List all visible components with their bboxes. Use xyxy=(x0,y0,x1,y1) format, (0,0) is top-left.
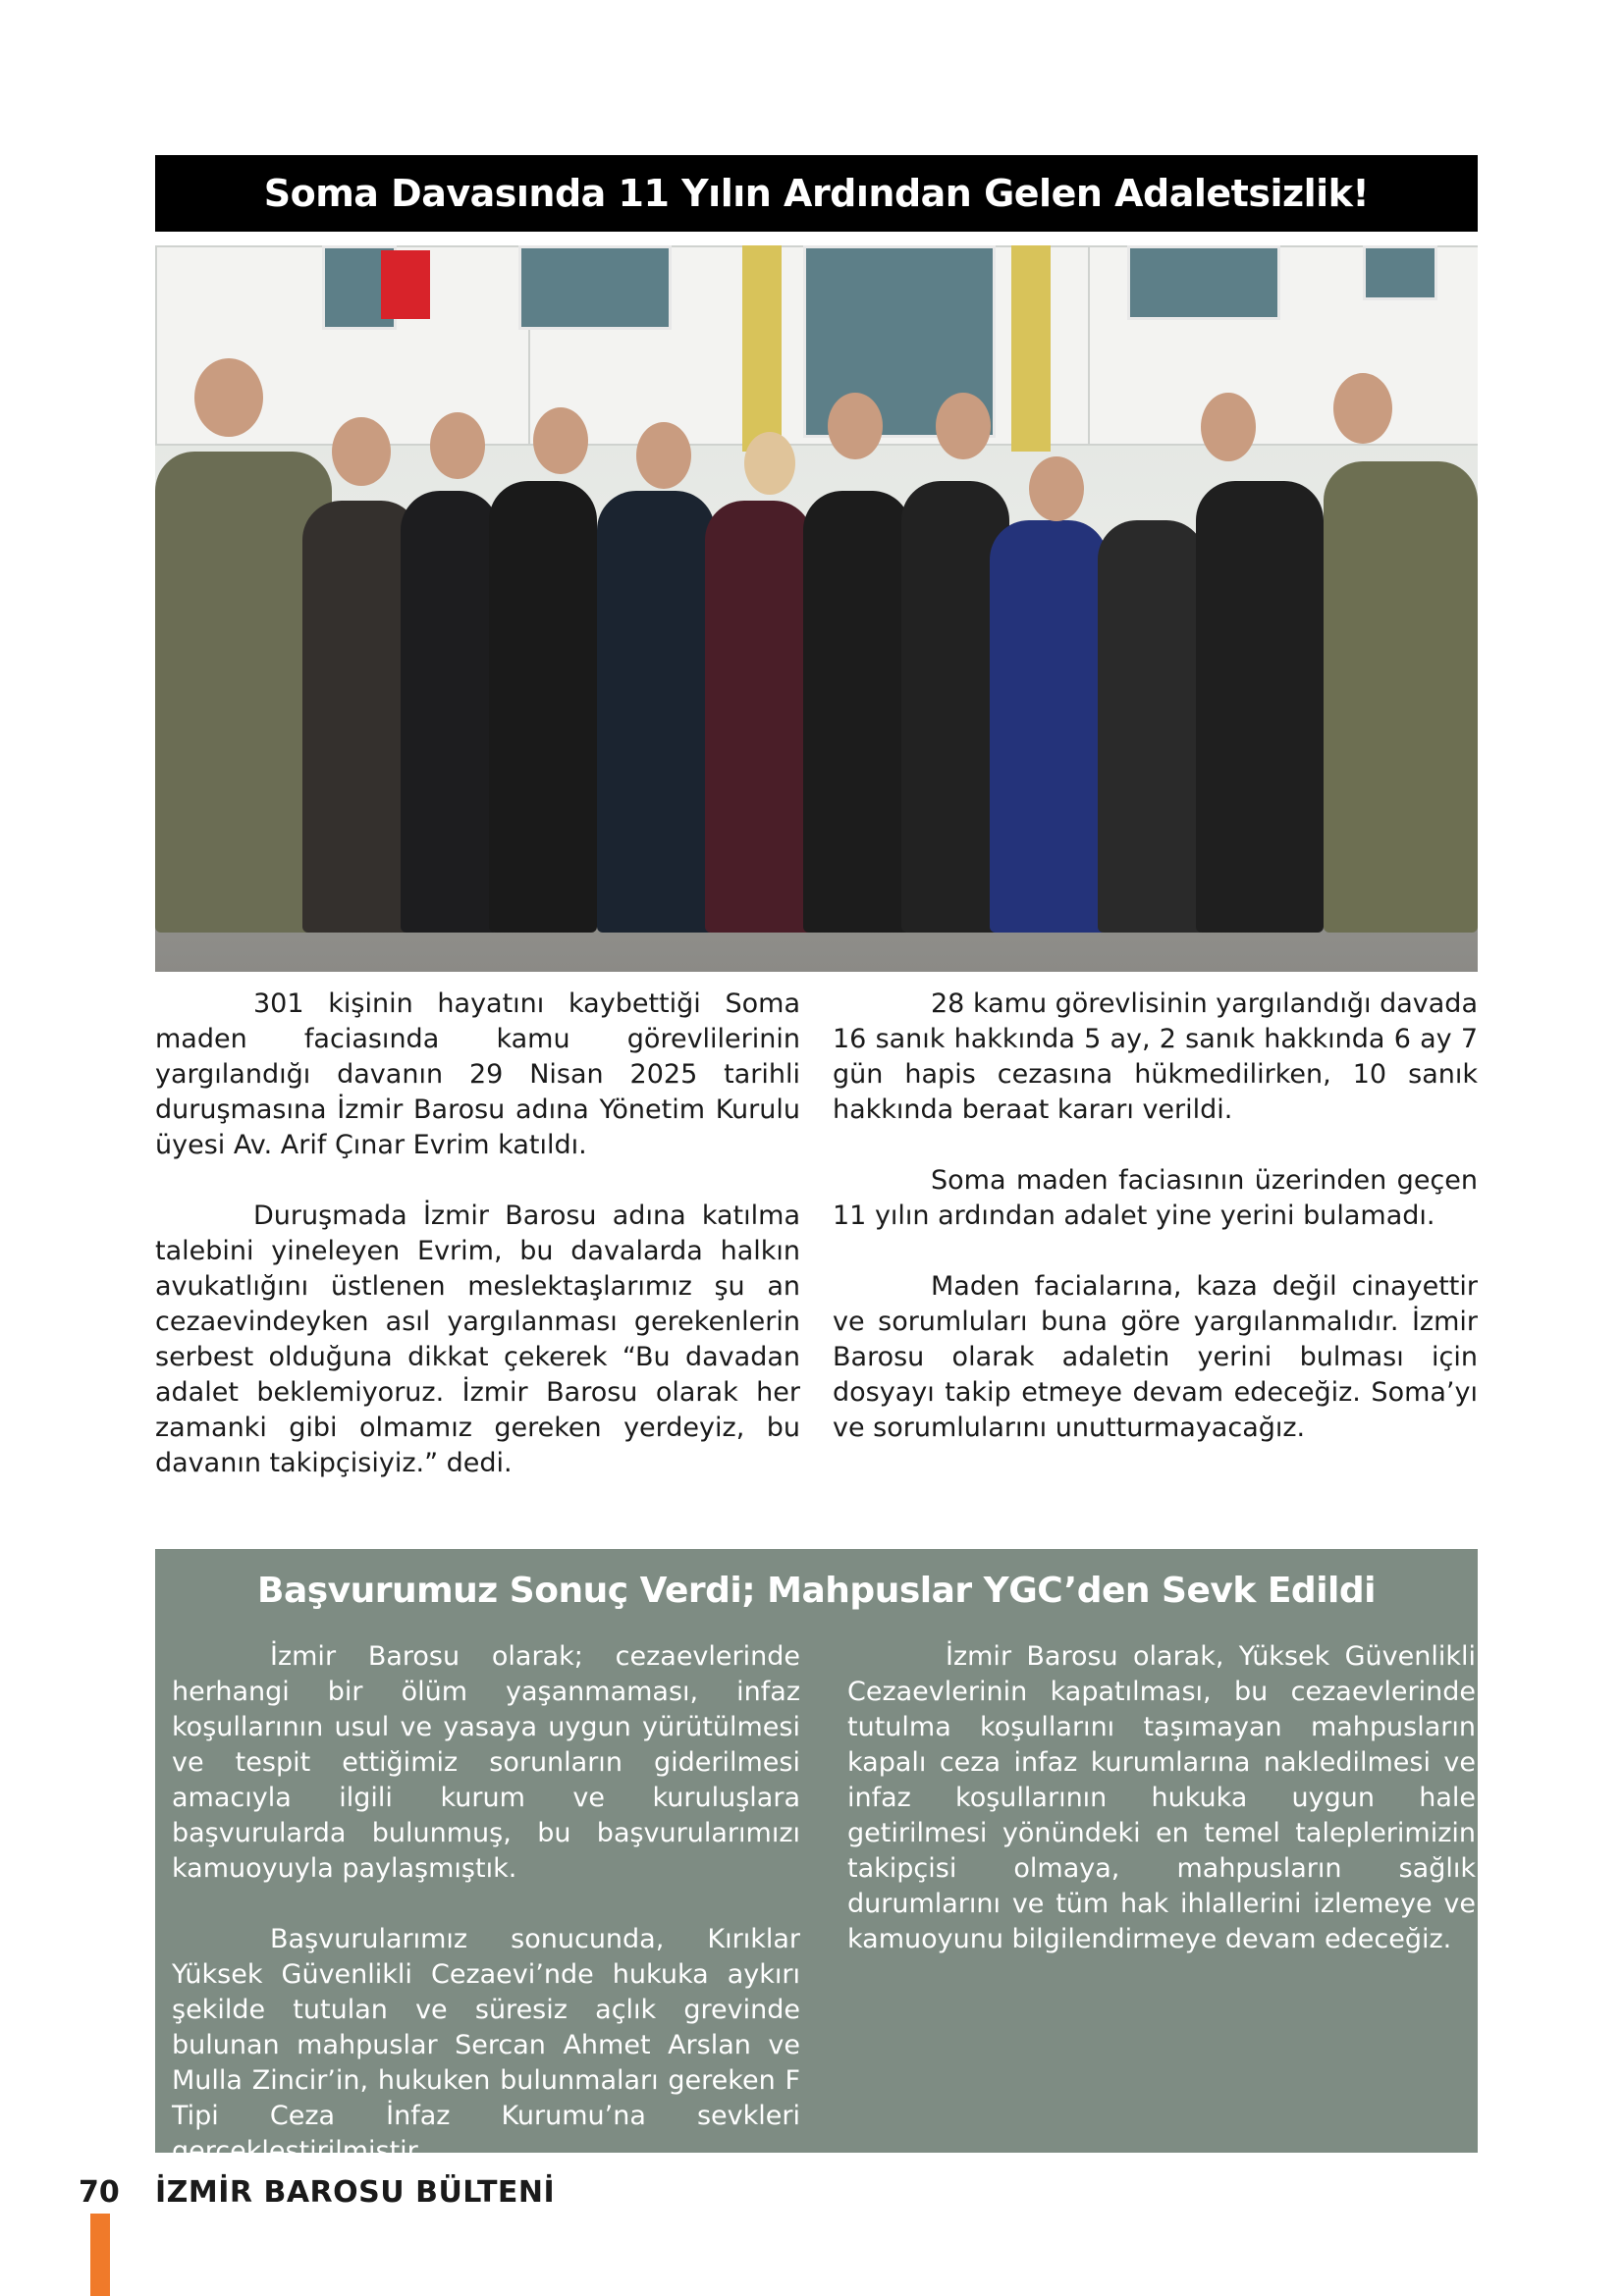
head xyxy=(1333,373,1392,444)
news-box xyxy=(155,1549,1478,2166)
publication-title: İZMİR BAROSU BÜLTENİ xyxy=(155,2175,556,2210)
person xyxy=(401,491,499,933)
pillar xyxy=(742,245,782,452)
box-title: Başvurumuz Sonuç Verdi; Mahpuslar YGC’den Sevk Edildi xyxy=(257,1571,1376,1611)
paragraph: Duruşmada İzmir Barosu adına katılma talebini yineleyen Evrim, bu davalarda halkın avukatlığını üstlenen meslektaşlarımız şu an cezaevindeyken asıl yargılanması gerekenlerin serbest olduğuna dikkat çekerek “Bu davadan adalet beklemiyoruz. İzmir Barosu olarak her zamanki gibi olmamız gereken yerdeyiz, bu davanın takipçisiyiz.” dedi. xyxy=(155,1201,800,1478)
head xyxy=(636,422,691,489)
paragraph: Maden facialarına, kaza değil cinayettir ve sorumluları buna göre yargılanmalıdır. İzmir Barosu olarak adaletin yerini bulması için dosyayı takip etmeye devam edeceğiz. Soma’yı ve sorumlularını unutturmayacağız. xyxy=(833,1271,1478,1443)
article-title: Soma Davasında 11 Yılın Ardından Gelen Adaletsizlik! xyxy=(263,172,1370,215)
accent-bar xyxy=(90,2214,110,2296)
paragraph: 28 kamu görevlisinin yargılandığı davada 16 sanık hakkında 5 ay, 2 sanık hakkında 6 ay 7 gün hapis cezasına hükmedilirken, 10 sanık hakkında beraat kararı verildi. xyxy=(833,988,1478,1125)
person xyxy=(1324,461,1478,933)
page-number: 70 xyxy=(79,2175,120,2210)
head xyxy=(430,412,485,479)
person xyxy=(1196,481,1324,933)
head xyxy=(533,407,588,474)
paragraph: 301 kişinin hayatını kaybettiği Soma maden faciasında kamu görevlilerinin yargılandığı davanın 29 Nisan 2025 tarihli duruşmasına İzmir Barosu adına Yönetim Kurulu üyesi Av. Arif Çınar Evrim katıldı. xyxy=(155,988,800,1160)
head xyxy=(828,393,883,459)
person xyxy=(705,501,813,933)
head xyxy=(936,393,991,459)
head xyxy=(744,432,795,495)
paragraph: İzmir Barosu olarak; cezaevlerinde herhangi bir ölüm yaşanmaması, infaz koşullarının usul ve yasaya uygun yürütülmesi ve tespit ettiğimiz sorunların giderilmesi amacıyla ilgili kurum ve kuruluşlara başvurularda bulunmuş, bu başvurularımızı kamuoyuyla paylaşmıştık. xyxy=(172,1641,800,1884)
paragraph: İzmir Barosu olarak, Yüksek Güvenlikli Cezaevlerinin kapatılması, bu cezaevlerinde tutulma koşullarını taşımayan mahpusların kapalı ceza infaz kurumlarına nakledilmesi ve infaz koşullarının hukuka uygun hale getirilmesi yönündeki en temel taleplerimizin takipçisi olmaya, mahpusların sağlık durumlarını ve tüm hak ihlallerini izlemeye ve kamuoyunu bilgilendirmeye devam edeceğiz. xyxy=(847,1641,1476,1954)
person xyxy=(489,481,597,933)
head xyxy=(1201,393,1256,461)
window xyxy=(1127,245,1280,320)
head xyxy=(194,358,263,437)
window xyxy=(1363,245,1437,300)
box-column-left xyxy=(172,1639,800,2205)
head xyxy=(1029,456,1084,521)
group-photo xyxy=(155,245,1478,972)
head xyxy=(332,417,391,486)
paragraph: Soma maden faciasının üzerinden geçen 11 yılın ardından adalet yine yerini bulamadı. xyxy=(833,1165,1478,1231)
person xyxy=(1098,520,1206,933)
window xyxy=(518,245,672,330)
article-column-left xyxy=(155,987,800,1517)
article-column-right xyxy=(833,987,1478,1481)
article-title-bar xyxy=(155,155,1478,232)
person xyxy=(597,491,715,933)
box-column-right xyxy=(847,1639,1476,1993)
flag xyxy=(381,250,430,319)
pillar xyxy=(1011,245,1051,452)
paragraph: Başvurularımız sonucunda, Kırıklar Yüksek Güvenlikli Cezaevi’nde hukuka aykırı şekilde tutulan ve süresiz açlık grevinde bulunan mahpuslar Sercan Ahmet Arslan ve Mulla Zincir’in, hukuken bulunmaları gereken F Tipi Ceza İnfaz Kurumu’na sevkleri gerçekleştirilmiştir. xyxy=(172,1924,800,2166)
person xyxy=(990,520,1108,933)
person xyxy=(803,491,911,933)
